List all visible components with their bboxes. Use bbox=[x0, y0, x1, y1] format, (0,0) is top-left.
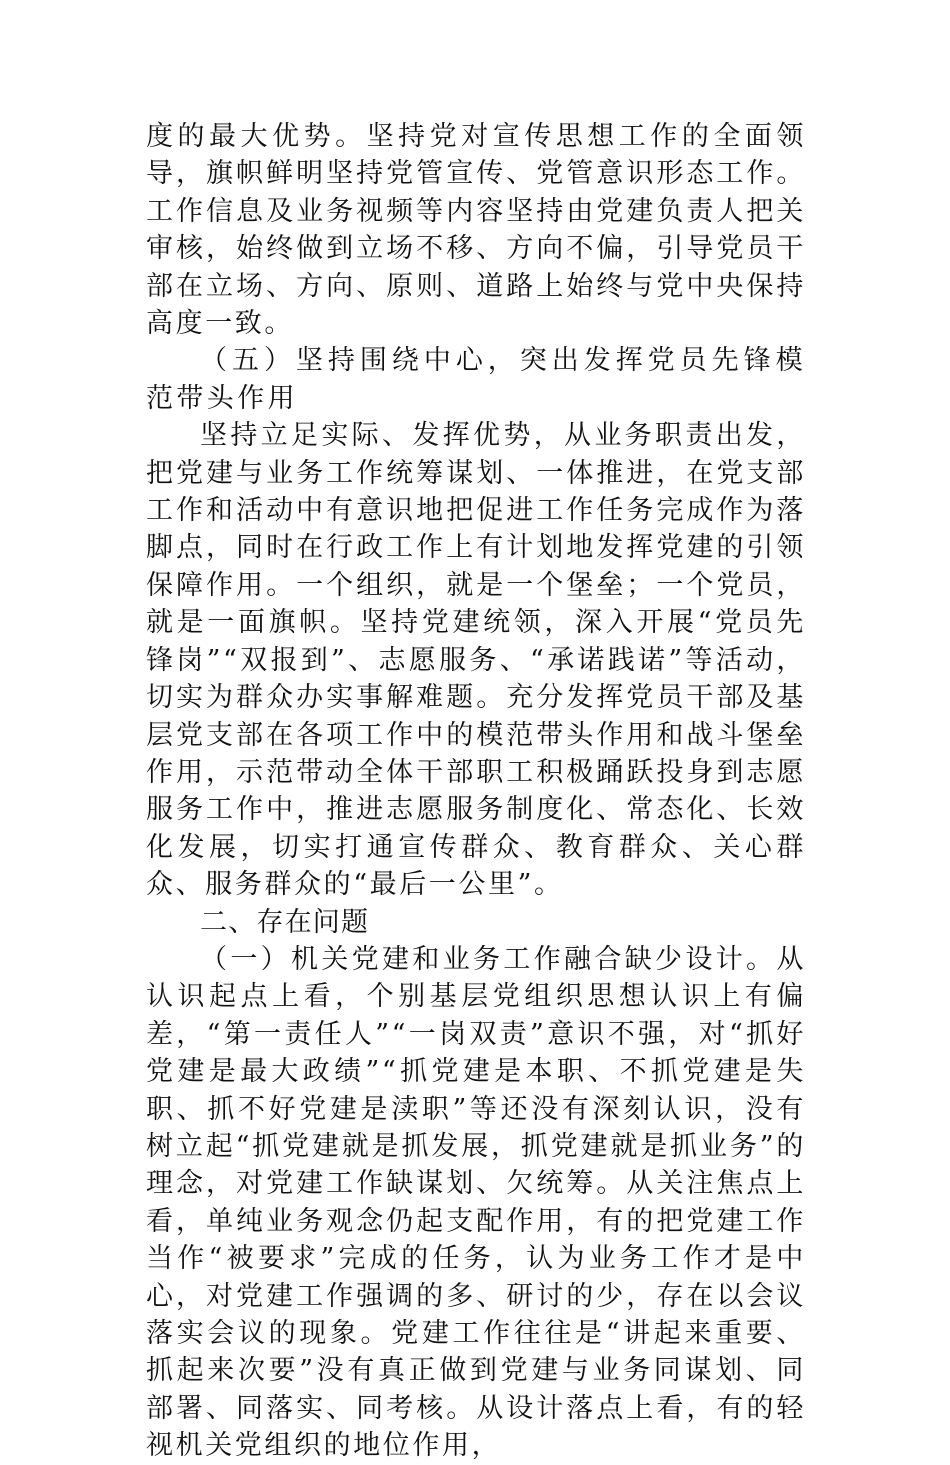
paragraph-body: 坚持立足实际、发挥优势，从业务职责出发，把党建与业务工作统筹谋划、一体推进，在党支部工作和活动中有意识地把促进工作任务完成作为落脚点，同时在行政工作上有计划地发挥党建的引领保障作用。一个组织，就是一个堡垒；一个党员，就是一面旗帜。坚持党建统领，深入开展“党员先锋岗”“双报到”、志愿服务、“承诺践诺”等活动，切实为群众办实事解难题。充分发挥党员干部及基层党支部在各项工作中的模范带头作用和战斗堡垒作用，示范带动全体干部职工积极踊跃投身到志愿服务工作中，推进志愿服务制度化、常态化、长效化发展，切实打通宣传群众、教育群众、关心群众、服务群众的“最后一公里”。 bbox=[146, 420, 806, 901]
paragraph-problem-one: （一）机关党建和业务工作融合缺少设计。从认识起点上看，个别基层党组织思想认识上有偏差，“第一责任人”“一岗双责”意识不强，对“抓好党建是最大政绩”“抓党建是本职、不抓党建是失职、抓不好党建是渎职”等还没有深刻认识，没有树立起“抓党建就是抓发展，抓党建就是抓业务”的理念，对党建工作缺谋划、欠统筹。从关注焦点上看，单纯业务观念仍起支配作用，有的把党建工作当作“被要求”完成的任务，认为业务工作才是中心，对党建工作强调的多、研讨的少，存在以会议落实会议的现象。党建工作往往是“讲起来重要、抓起来次要”没有真正做到党建与业务同谋划、同部署、同落实、同考核。从设计落点上看，有的轻视机关党组织的地位作用， bbox=[146, 943, 806, 1462]
section-subheading-five: （五）坚持围绕中心，突出发挥党员先锋模范带头作用 bbox=[146, 345, 806, 414]
paragraph-continuation: 度的最大优势。坚持党对宣传思想工作的全面领导，旗帜鲜明坚持党管宣传、党管意识形态工作。工作信息及业务视频等内容坚持由党建负责人把关审核，始终做到立场不移、方向不偏，引导党员干部在立场、方向、原则、道路上始终与党中央保持高度一致。 bbox=[146, 121, 806, 340]
section-heading-problems: 二、存在问题 bbox=[200, 906, 370, 938]
document-page bbox=[146, 118, 806, 1465]
